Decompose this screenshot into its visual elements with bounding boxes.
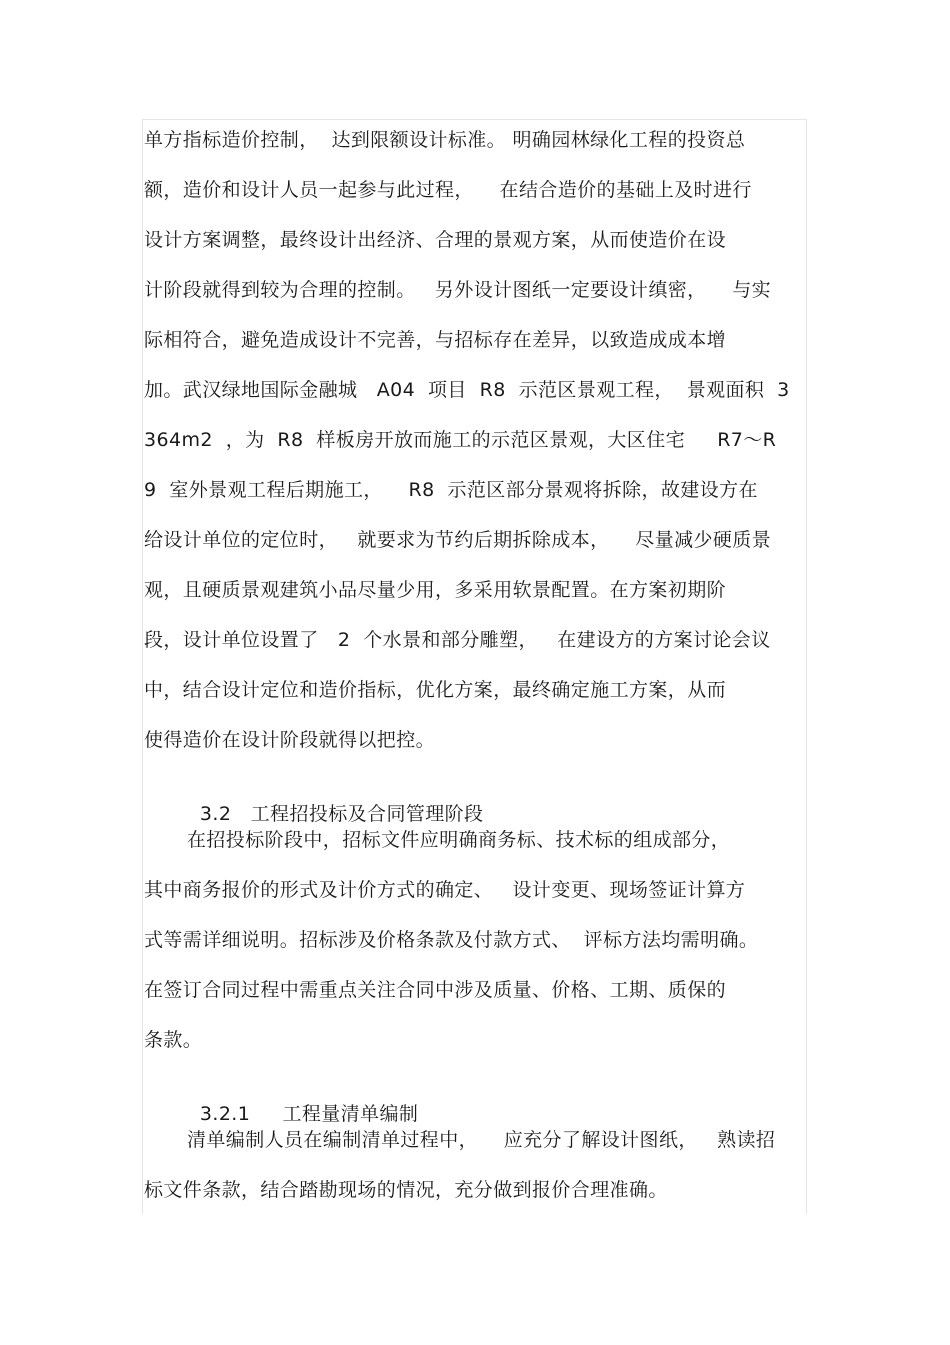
text-line: 9 室外景观工程后期施工， R8 示范区部分景观将拆除，故建设方在	[144, 479, 758, 501]
text-line: 中，结合设计定位和造价指标，优化方案，最终确定施工方案，从而	[144, 679, 727, 701]
section-number: 3.2	[199, 803, 232, 825]
text-line: 清单编制人员在编制清单过程中， 应充分了解设计图纸， 熟读招	[187, 1129, 776, 1151]
text-line: 式等需详细说明。招标涉及价格条款及付款方式、 评标方法均需明确。	[144, 929, 759, 951]
text-line: 条款。	[144, 1029, 203, 1051]
text-line: 观，且硬质景观建筑小品尽量少用，多采用软景配置。在方案初期阶	[144, 579, 727, 601]
text-line: 段，设计单位设置了 2 个水景和部分雕塑， 在建设方的方案讨论会议	[144, 629, 771, 651]
text-line: 际相符合，避免造成设计不完善，与招标存在差异，以致造成成本增	[144, 329, 727, 351]
text-line: 额，造价和设计人员一起参与此过程， 在结合造价的基础上及时进行	[144, 179, 752, 201]
text-line: 其中商务报价的形式及计价方式的确定、 设计变更、现场签证计算方	[144, 879, 746, 901]
section-title: 工程招投标及合同管理阶段	[250, 803, 484, 825]
section-title: 工程量清单编制	[282, 1103, 419, 1125]
text-line: 加。武汉绿地国际金融城 A04 项目 R8 示范区景观工程， 景观面积 3	[144, 379, 790, 401]
section-heading-3-2	[187, 778, 483, 826]
text-line: 单方指标造价控制， 达到限额设计标准。 明确园林绿化工程的投资总	[144, 129, 746, 151]
text-line: 使得造价在设计阶段就得以把控。	[144, 729, 436, 751]
text-line: 给设计单位的定位时， 就要求为节约后期拆除成本， 尽量减少硬质景	[144, 529, 772, 551]
text-line: 标文件条款，结合踏勘现场的情况，充分做到报价合理准确。	[144, 1179, 668, 1201]
text-line: 计阶段就得到较为合理的控制。 另外设计图纸一定要设计缜密， 与实	[144, 279, 772, 301]
section-heading-3-2-1	[187, 1078, 418, 1126]
section-number: 3.2.1	[199, 1103, 251, 1125]
text-line: 在招投标阶段中，招标文件应明确商务标、技术标的组成部分，	[187, 829, 731, 851]
text-line: 364m2 ，为 R8 样板房开放而施工的示范区景观，大区住宅 R7～R	[144, 429, 777, 451]
text-line: 在签订合同过程中需重点关注合同中涉及质量、价格、工期、质保的	[144, 979, 727, 1001]
text-line: 设计方案调整，最终设计出经济、合理的景观方案，从而使造价在设	[144, 229, 727, 251]
